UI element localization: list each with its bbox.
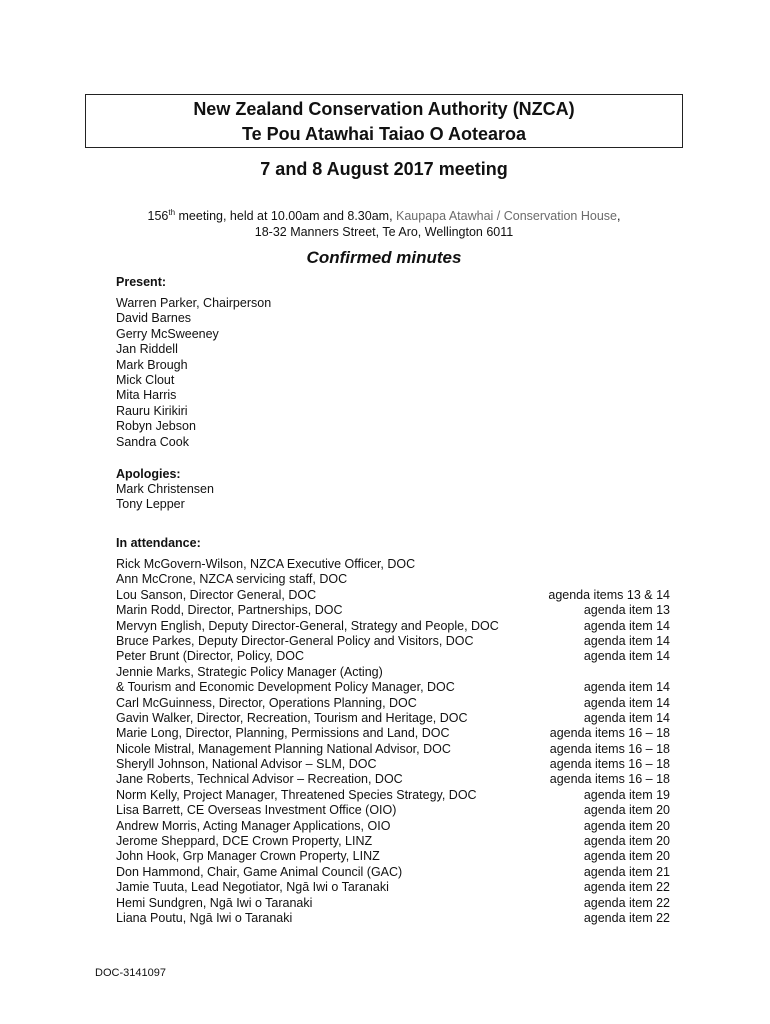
attendee-name: Lou Sanson, Director General, DOC [116, 587, 317, 602]
venue-comma: , [617, 209, 621, 223]
agenda-reference: agenda items 16 – 18 [549, 772, 670, 787]
agenda-reference: agenda item 21 [583, 864, 670, 879]
attendance-row [116, 788, 676, 803]
attendee-name: Jane Roberts, Technical Advisor – Recreation, DOC [116, 772, 403, 787]
attendance-row [116, 880, 676, 895]
attendance-row [116, 911, 676, 926]
agenda-reference: agenda items 16 – 18 [549, 741, 670, 756]
attendance-row [116, 680, 676, 695]
attendance-row [116, 696, 676, 711]
attendance-row [116, 557, 676, 572]
agenda-reference: agenda item 14 [583, 680, 670, 695]
list-item: Mita Harris [116, 388, 177, 403]
attendance-row [116, 819, 676, 834]
attendance-label: In attendance: [116, 536, 201, 550]
agenda-reference: agenda item 14 [583, 649, 670, 664]
list-item: David Barnes [116, 311, 192, 326]
agenda-reference: agenda item 20 [583, 849, 670, 864]
agenda-reference: agenda item 19 [583, 787, 670, 802]
agenda-reference: agenda item 14 [583, 695, 670, 710]
attendance-row [116, 649, 676, 664]
agenda-reference: agenda item 14 [583, 710, 670, 725]
title-maori-name: Te Pou Atawhai Taiao O Aotearoa [241, 124, 527, 144]
meeting-venue: Kaupapa Atawhai / Conservation House [396, 209, 617, 223]
apologies-list [116, 482, 214, 513]
attendee-name: Rick McGovern-Wilson, NZCA Executive Officer, DOC [116, 557, 416, 571]
agenda-reference: agenda items 16 – 18 [549, 726, 670, 741]
attendee-name: Liana Poutu, Ngā Iwi o Taranaki [116, 910, 293, 925]
apologies-label: Apologies: [116, 467, 181, 481]
list-item: Jan Riddell [116, 342, 178, 357]
attendee-name: Jamie Tuuta, Lead Negotiator, Ngā Iwi o Taranaki [116, 880, 389, 895]
agenda-reference: agenda items 13 & 14 [548, 587, 670, 602]
meeting-number-suffix: th [168, 207, 176, 217]
meeting-number: 156 [147, 209, 169, 223]
attendance-row [116, 849, 676, 864]
attendance-row [116, 834, 676, 849]
list-item: Tony Lepper [116, 497, 185, 512]
list-item: Warren Parker, Chairperson [116, 296, 272, 310]
attendee-name: Lisa Barrett, CE Overseas Investment Office (OIO) [116, 803, 397, 818]
meeting-details [85, 208, 683, 240]
agenda-reference: agenda item 20 [583, 803, 670, 818]
attendance-row [116, 772, 676, 787]
meeting-held-text: meeting, held at 10.00am and 8.30am, [175, 209, 397, 223]
minutes-heading: Confirmed minutes [306, 248, 462, 267]
attendee-name: Carl McGuinness, Director, Operations Planning, DOC [116, 695, 417, 710]
agenda-reference: agenda item 22 [583, 910, 670, 925]
attendee-name: Bruce Parkes, Deputy Director-General Policy and Visitors, DOC [116, 633, 474, 648]
attendee-name: Ann McCrone, NZCA servicing staff, DOC [116, 572, 348, 587]
list-item: Mick Clout [116, 373, 175, 388]
meeting-address: 18-32 Manners Street, Te Aro, Wellington 6011 [254, 225, 514, 239]
attendance-row [116, 619, 676, 634]
attendance-list [116, 557, 676, 926]
agenda-reference: agenda item 22 [583, 880, 670, 895]
agenda-reference: agenda item 20 [583, 818, 670, 833]
document-id: DOC-3141097 [95, 967, 166, 979]
title-box [85, 94, 683, 148]
attendance-row [116, 896, 676, 911]
attendance-row [116, 711, 676, 726]
attendee-name: Gavin Walker, Director, Recreation, Tourism and Heritage, DOC [116, 710, 468, 725]
attendance-row [116, 603, 676, 618]
list-item: Mark Brough [116, 357, 188, 372]
attendee-name: Sheryll Johnson, National Advisor – SLM, DOC [116, 757, 377, 772]
agenda-reference: agenda item 20 [583, 834, 670, 849]
list-item: Sandra Cook [116, 434, 189, 449]
attendance-row [116, 572, 676, 587]
attendee-name: Norm Kelly, Project Manager, Threatened Species Strategy, DOC [116, 787, 477, 802]
attendance-row [116, 742, 676, 757]
attendee-name: Andrew Morris, Acting Manager Applications, OIO [116, 818, 391, 833]
agenda-reference: agenda items 16 – 18 [549, 757, 670, 772]
attendee-name: Marie Long, Director, Planning, Permissions and Land, DOC [116, 726, 450, 741]
agenda-reference: agenda item 14 [583, 633, 670, 648]
attendance-row [116, 665, 676, 680]
agenda-reference: agenda item 14 [583, 618, 670, 633]
attendance-row [116, 726, 676, 741]
attendance-row [116, 757, 676, 772]
attendee-name: Nicole Mistral, Management Planning National Advisor, DOC [116, 741, 451, 756]
attendee-name: Mervyn English, Deputy Director-General, Strategy and People, DOC [116, 618, 499, 633]
agenda-reference: agenda item 13 [583, 603, 670, 618]
attendee-name: Marin Rodd, Director, Partnerships, DOC [116, 603, 343, 618]
title-organisation: New Zealand Conservation Authority (NZCA) [193, 99, 575, 119]
attendee-name: Jerome Sheppard, DCE Crown Property, LINZ [116, 834, 373, 849]
attendee-name: Don Hammond, Chair, Game Animal Council (GAC) [116, 864, 403, 879]
attendance-row [116, 634, 676, 649]
attendee-name: & Tourism and Economic Development Policy Manager, DOC [116, 680, 455, 695]
present-list [116, 296, 271, 450]
attendance-row [116, 803, 676, 818]
attendee-name: Hemi Sundgren, Ngā Iwi o Taranaki [116, 895, 313, 910]
attendee-name: Jennie Marks, Strategic Policy Manager (Acting) [116, 664, 383, 679]
agenda-reference: agenda item 22 [583, 895, 670, 910]
list-item: Rauru Kirikiri [116, 403, 188, 418]
meeting-title: 7 and 8 August 2017 meeting [260, 159, 508, 179]
attendance-row [116, 588, 676, 603]
list-item: Mark Christensen [116, 482, 214, 496]
attendee-name: Peter Brunt (Director, Policy, DOC [116, 649, 305, 664]
list-item: Gerry McSweeney [116, 326, 219, 341]
attendee-name: John Hook, Grp Manager Crown Property, LINZ [116, 849, 380, 864]
present-label: Present: [116, 275, 167, 289]
list-item: Robyn Jebson [116, 419, 196, 434]
attendance-row [116, 865, 676, 880]
